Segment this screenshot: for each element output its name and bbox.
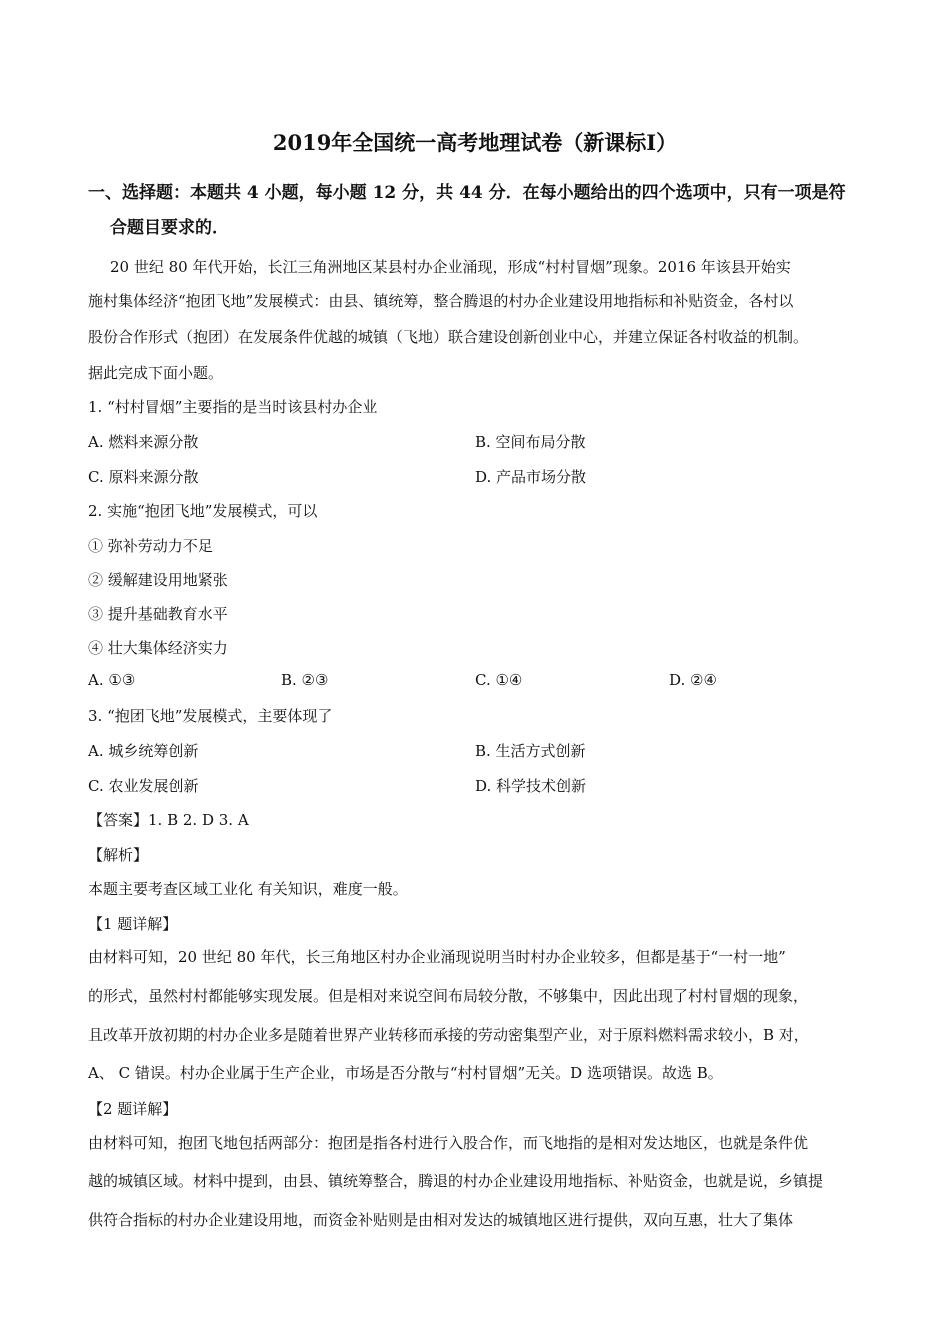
material-line-2: 施村集体经济“抱团飞地”发展模式：由县、镇统筹，整合腾退的村办企业建设用地指标和补贴资金，各村以 <box>88 292 794 310</box>
question-1-stem: 1. “村村冒烟”主要指的是当时该县村办企业 <box>88 398 378 416</box>
q3-option-c: C. 农业发展创新 <box>88 777 199 795</box>
detail-2-line-3: 供符合指标的村办企业建设用地，而资金补贴则是由相对发达的城镇地区进行提供，双向互惠，壮大了集体 <box>88 1211 794 1229</box>
detail-1-line-3: 且改革开放初期的村办企业多是随着世界产业转移而承接的劳动密集型产业，对于原料燃料需求较小，B 对， <box>88 1026 809 1044</box>
detail-1-label: 【1 题详解】 <box>88 915 178 933</box>
q2-option-c: C. ①④ <box>475 671 523 689</box>
answer-line: 【答案】1. B 2. D 3. A <box>88 811 249 829</box>
q2-item-3: ③ 提升基础教育水平 <box>88 605 228 623</box>
q3-option-b: B. 生活方式创新 <box>475 742 586 760</box>
material-line-3: 股份合作形式（抱团）在发展条件优越的城镇（飞地）联合建设创新创业中心，并建立保证各村收益的机制。 <box>88 328 809 346</box>
q1-option-d: D. 产品市场分散 <box>475 468 587 486</box>
analysis-label: 【解析】 <box>88 846 149 864</box>
detail-1-line-4: A、 C 错误。村办企业属于生产企业，市场是否分散与“村村冒烟”无关。D 选项错误。故选 B。 <box>88 1064 723 1082</box>
section-heading-line2: 合题目要求的． <box>110 218 229 238</box>
q1-option-c: C. 原料来源分散 <box>88 468 199 486</box>
q2-option-d: D. ②④ <box>669 671 717 689</box>
material-line-1: 20 世纪 80 年代开始，长江三角洲地区某县村办企业涌现，形成“村村冒烟”现象。2016 年该县开始实 <box>110 258 791 276</box>
q2-item-2: ② 缓解建设用地紧张 <box>88 571 228 589</box>
material-line-4: 据此完成下面小题。 <box>88 364 224 382</box>
q3-option-d: D. 科学技术创新 <box>475 777 587 795</box>
q1-option-b: B. 空间布局分散 <box>475 433 586 451</box>
q2-option-b: B. ②③ <box>281 671 329 689</box>
detail-2-line-2: 越的城镇区域。材料中提到，由县、镇统筹整合，腾退的村办企业建设用地指标、补贴资金，也就是说，乡镇提 <box>88 1172 824 1190</box>
page-title: 2019年全国统一高考地理试卷（新课标Ⅰ） <box>272 130 678 155</box>
q2-item-1: ① 弥补劳动力不足 <box>88 537 213 555</box>
q1-option-a: A. 燃料来源分散 <box>88 433 199 451</box>
detail-1-line-2: 的形式，虽然村村都能够实现发展。但是相对来说空间布局较分散，不够集中，因此出现了村村冒烟的现象， <box>88 987 809 1005</box>
q3-option-a: A. 城乡统筹创新 <box>88 742 199 760</box>
question-2-stem: 2. 实施“抱团飞地”发展模式，可以 <box>88 502 318 520</box>
section-heading-line1: 一、选择题：本题共 4 小题，每小题 12 分，共 44 分．在每小题给出的四个选项中，只有一项是符 <box>88 183 846 203</box>
detail-1-line-1: 由材料可知，20 世纪 80 年代，长三角地区村办企业涌现说明当时村办企业较多，但都是基于“一村一地” <box>88 948 786 966</box>
question-3-stem: 3. “抱团飞地”发展模式，主要体现了 <box>88 707 333 725</box>
q2-option-a: A. ①③ <box>88 671 136 689</box>
detail-2-line-1: 由材料可知，抱团飞地包括两部分：抱团是指各村进行入股合作，而飞地指的是相对发达地区，也就是条件优 <box>88 1134 809 1152</box>
detail-2-label: 【2 题详解】 <box>88 1100 178 1118</box>
analysis-intro: 本题主要考查区域工业化 有关知识，难度一般。 <box>88 880 408 898</box>
q2-item-4: ④ 壮大集体经济实力 <box>88 639 228 657</box>
